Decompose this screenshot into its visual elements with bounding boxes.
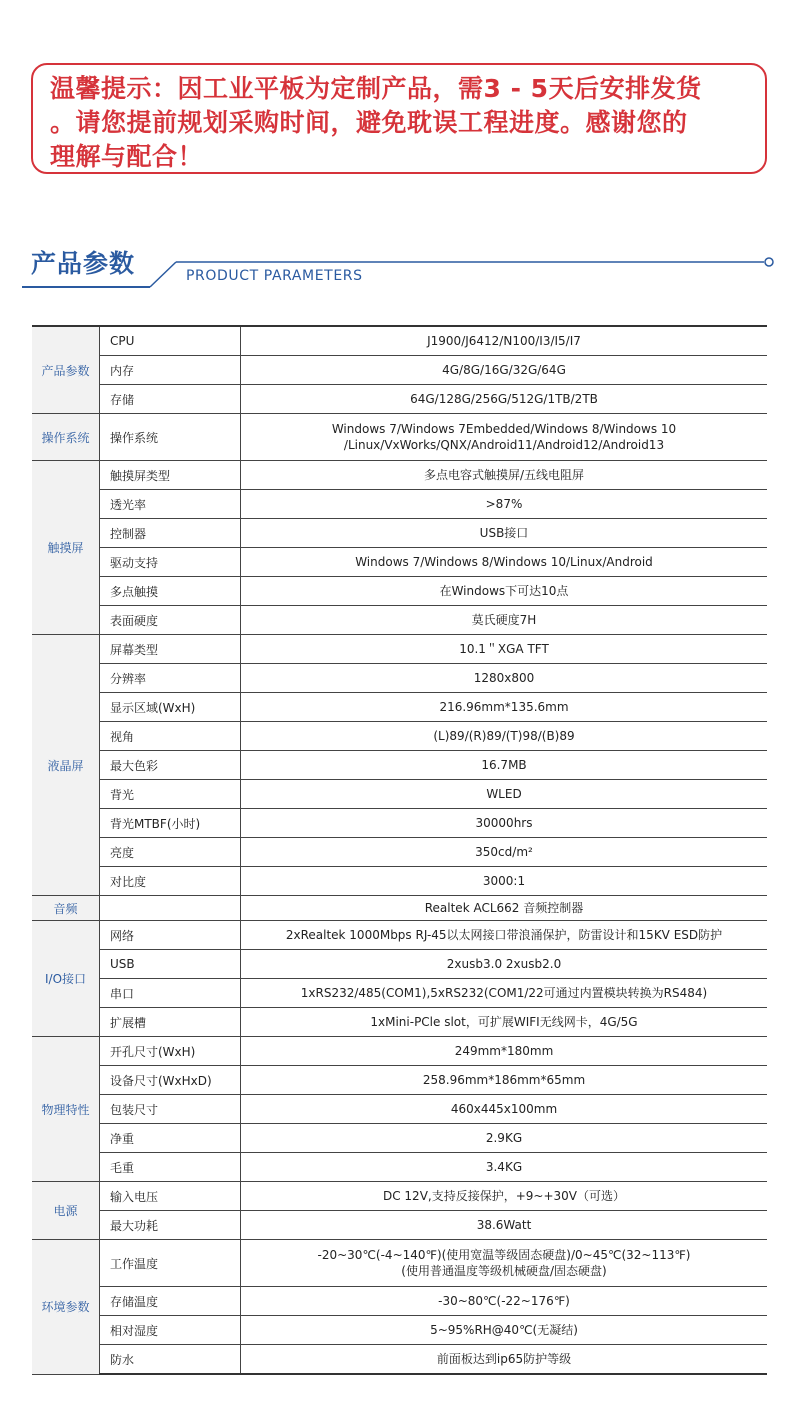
- spec-value-line: DC 12V,支持反接保护，+9~+30V（可选）: [382, 1189, 625, 1203]
- spec-value: [241, 921, 768, 950]
- spec-row: [32, 1345, 767, 1375]
- spec-value-line: 2xRealtek 1000Mbps RJ-45以太网接口带浪涌保护，防雷设计和15KV ESD防护: [285, 928, 723, 942]
- spec-row: [32, 461, 767, 490]
- spec-row: [32, 751, 767, 780]
- spec-row: [32, 896, 767, 921]
- spec-value: [241, 1345, 768, 1375]
- spec-row: [32, 1240, 767, 1287]
- spec-row: [32, 606, 767, 635]
- spec-row: [32, 664, 767, 693]
- spec-category: 液晶屏: [32, 635, 100, 896]
- spec-value: [241, 1124, 768, 1153]
- spec-row: [32, 490, 767, 519]
- spec-row: [32, 1066, 767, 1095]
- spec-item-label: 输入电压: [100, 1182, 241, 1211]
- spec-item-label: 包装尺寸: [100, 1095, 241, 1124]
- spec-item-label: 驱动支持: [100, 548, 241, 577]
- spec-value: [241, 809, 768, 838]
- spec-value-line: Windows 7/Windows 7Embedded/Windows 8/Windows 10: [331, 422, 677, 436]
- spec-item-label: 视角: [100, 722, 241, 751]
- spec-value-line: 30000hrs: [475, 816, 533, 830]
- spec-value-line: 216.96mm*135.6mm: [439, 700, 569, 714]
- spec-value-line: 5~95%RH@40℃(无凝结): [430, 1323, 578, 1337]
- spec-item-label: CPU: [100, 326, 241, 356]
- section-subtitle: PRODUCT PARAMETERS: [186, 268, 363, 284]
- spec-value: [241, 1095, 768, 1124]
- spec-row: [32, 722, 767, 751]
- spec-row: [32, 838, 767, 867]
- spec-item-label: 内存: [100, 356, 241, 385]
- spec-value: [241, 664, 768, 693]
- spec-category: 操作系统: [32, 414, 100, 461]
- spec-row: [32, 1316, 767, 1345]
- spec-item-label: 防水: [100, 1345, 241, 1375]
- spec-value-line: J1900/J6412/N100/I3/I5/I7: [427, 334, 581, 348]
- notice-line: 理解与配合！: [50, 142, 204, 171]
- spec-value: [241, 1037, 768, 1066]
- spec-value: [241, 414, 768, 461]
- spec-category: 产品参数: [32, 326, 100, 414]
- spec-value-line: 2.9KG: [485, 1131, 523, 1145]
- spec-value: [241, 1211, 768, 1240]
- spec-item-label: 相对湿度: [100, 1316, 241, 1345]
- spec-value-line: 4G/8G/16G/32G/64G: [442, 363, 566, 377]
- spec-value: [241, 1287, 768, 1316]
- spec-value-line: /Linux/VxWorks/QNX/Android11/Android12/Android13: [343, 438, 665, 452]
- spec-row: [32, 780, 767, 809]
- spec-value-line: 64G/128G/256G/512G/1TB/2TB: [410, 392, 598, 406]
- spec-item-label: 最大功耗: [100, 1211, 241, 1240]
- spec-value-line: 38.6Watt: [476, 1218, 532, 1232]
- spec-value-line: 前面板达到ip65防护等级: [436, 1352, 572, 1366]
- spec-value: [241, 780, 768, 809]
- spec-item-label: 亮度: [100, 838, 241, 867]
- spec-row: [32, 635, 767, 664]
- spec-item-label: 操作系统: [100, 414, 241, 461]
- spec-value: [241, 950, 768, 979]
- spec-item-label: USB: [100, 950, 241, 979]
- spec-row: [32, 809, 767, 838]
- spec-value-line: 258.96mm*186mm*65mm: [422, 1073, 586, 1087]
- spec-row: [32, 414, 767, 461]
- spec-row: [32, 577, 767, 606]
- spec-value-line: Realtek ACL662 音频控制器: [424, 901, 584, 915]
- spec-row: [32, 950, 767, 979]
- spec-value-line: WLED: [486, 787, 522, 801]
- spec-row: [32, 693, 767, 722]
- spec-value: [241, 979, 768, 1008]
- spec-value: [241, 548, 768, 577]
- spec-row: [32, 1182, 767, 1211]
- spec-item-label: 网络: [100, 921, 241, 950]
- spec-value: [241, 896, 768, 921]
- spec-value: [241, 867, 768, 896]
- spec-value: [241, 1240, 768, 1287]
- spec-value-line: 在Windows下可达10点: [439, 584, 569, 598]
- spec-row: [32, 921, 767, 950]
- spec-value-line: >87%: [485, 497, 523, 511]
- spec-row: [32, 326, 767, 356]
- spec-value: [241, 606, 768, 635]
- spec-value: [241, 385, 768, 414]
- spec-row: [32, 1095, 767, 1124]
- spec-value: [241, 1153, 768, 1182]
- spec-value: [241, 1066, 768, 1095]
- spec-item-label: 扩展槽: [100, 1008, 241, 1037]
- spec-value: [241, 693, 768, 722]
- section-title: 产品参数: [31, 249, 136, 278]
- spec-row: [32, 1008, 767, 1037]
- spec-row: [32, 519, 767, 548]
- spec-item-label: 最大色彩: [100, 751, 241, 780]
- spec-category: I/O接口: [32, 921, 100, 1037]
- notice-line: 温馨提示：因工业平板为定制产品，需3 - 5天后安排发货: [50, 74, 702, 103]
- spec-value-line: (L)89/(R)89/(T)98/(B)89: [433, 729, 575, 743]
- spec-item-label: 背光: [100, 780, 241, 809]
- spec-value-line: Windows 7/Windows 8/Windows 10/Linux/Android: [355, 555, 653, 569]
- spec-value-line: 1280x800: [473, 671, 535, 685]
- spec-item-label: 开孔尺寸(WxH): [100, 1037, 241, 1066]
- spec-value-line: 249mm*180mm: [454, 1044, 554, 1058]
- spec-item-label: 透光率: [100, 490, 241, 519]
- spec-item-label: 背光MTBF(小时): [100, 809, 241, 838]
- spec-item-label: 存储: [100, 385, 241, 414]
- spec-value: [241, 461, 768, 490]
- spec-value-line: 1xMini-PCle slot，可扩展WIFI无线网卡，4G/5G: [370, 1015, 638, 1029]
- spec-value: [241, 326, 768, 356]
- spec-row: [32, 979, 767, 1008]
- spec-value: [241, 1182, 768, 1211]
- spec-row: [32, 548, 767, 577]
- spec-value-line: 1xRS232/485(COM1),5xRS232(COM1/22可通过内置模块转换为RS484): [300, 986, 708, 1000]
- spec-value-line: -20~30℃(-4~140℉)(使用宽温等级固态硬盘)/0~45℃(32~113℉): [317, 1248, 691, 1262]
- spec-table: [32, 325, 767, 1375]
- spec-item-label: 显示区域(WxH): [100, 693, 241, 722]
- spec-value: [241, 356, 768, 385]
- spec-item-label: 对比度: [100, 867, 241, 896]
- spec-category: 电源: [32, 1182, 100, 1240]
- spec-value: [241, 519, 768, 548]
- spec-item-label: 分辨率: [100, 664, 241, 693]
- spec-value-line: 3000:1: [482, 874, 526, 888]
- spec-row: [32, 1037, 767, 1066]
- spec-item-label: 毛重: [100, 1153, 241, 1182]
- spec-value-line: USB接口: [479, 526, 529, 540]
- spec-value-line: 460x445x100mm: [450, 1102, 558, 1116]
- spec-value: [241, 490, 768, 519]
- spec-value: [241, 1008, 768, 1037]
- spec-value: [241, 838, 768, 867]
- spec-item-label: 净重: [100, 1124, 241, 1153]
- spec-value: [241, 635, 768, 664]
- spec-item-label: 屏幕类型: [100, 635, 241, 664]
- spec-row: [32, 1287, 767, 1316]
- spec-item-label: 表面硬度: [100, 606, 241, 635]
- spec-item-label: 工作温度: [100, 1240, 241, 1287]
- spec-value-line: 莫氏硬度7H: [471, 613, 537, 627]
- spec-item-label: 串口: [100, 979, 241, 1008]
- spec-item-label: 多点触摸: [100, 577, 241, 606]
- spec-value-line: 10.1＂XGA TFT: [459, 642, 549, 656]
- spec-item-label: 设备尺寸(WxHxD): [100, 1066, 241, 1095]
- spec-value-line: 2xusb3.0 2xusb2.0: [446, 957, 562, 971]
- spec-item-label: 控制器: [100, 519, 241, 548]
- spec-value-line: -30~80℃(-22~176℉): [438, 1294, 570, 1308]
- spec-item-label: 存储温度: [100, 1287, 241, 1316]
- spec-row: [32, 1124, 767, 1153]
- spec-row: [32, 385, 767, 414]
- notice-line: 。请您提前规划采购时间，避免耽误工程进度。感谢您的: [50, 108, 688, 137]
- spec-row: [32, 867, 767, 896]
- spec-category: 触摸屏: [32, 461, 100, 635]
- spec-value: [241, 751, 768, 780]
- spec-value-line: 3.4KG: [485, 1160, 523, 1174]
- spec-row: [32, 1153, 767, 1182]
- spec-value-line: 350cd/m²: [475, 845, 533, 859]
- spec-value: [241, 1316, 768, 1345]
- spec-value: [241, 722, 768, 751]
- spec-category: 环境参数: [32, 1240, 100, 1375]
- spec-category: 音频: [32, 896, 100, 921]
- spec-value-line: (使用普通温度等级机械硬盘/固态硬盘): [401, 1264, 607, 1278]
- spec-value: [241, 577, 768, 606]
- spec-item-label: [100, 896, 241, 921]
- spec-item-label: 触摸屏类型: [100, 461, 241, 490]
- spec-row: [32, 1211, 767, 1240]
- spec-value-line: 16.7MB: [481, 758, 527, 772]
- spec-row: [32, 356, 767, 385]
- spec-category: 物理特性: [32, 1037, 100, 1182]
- spec-value-line: 多点电容式触摸屏/五线电阻屏: [423, 468, 585, 482]
